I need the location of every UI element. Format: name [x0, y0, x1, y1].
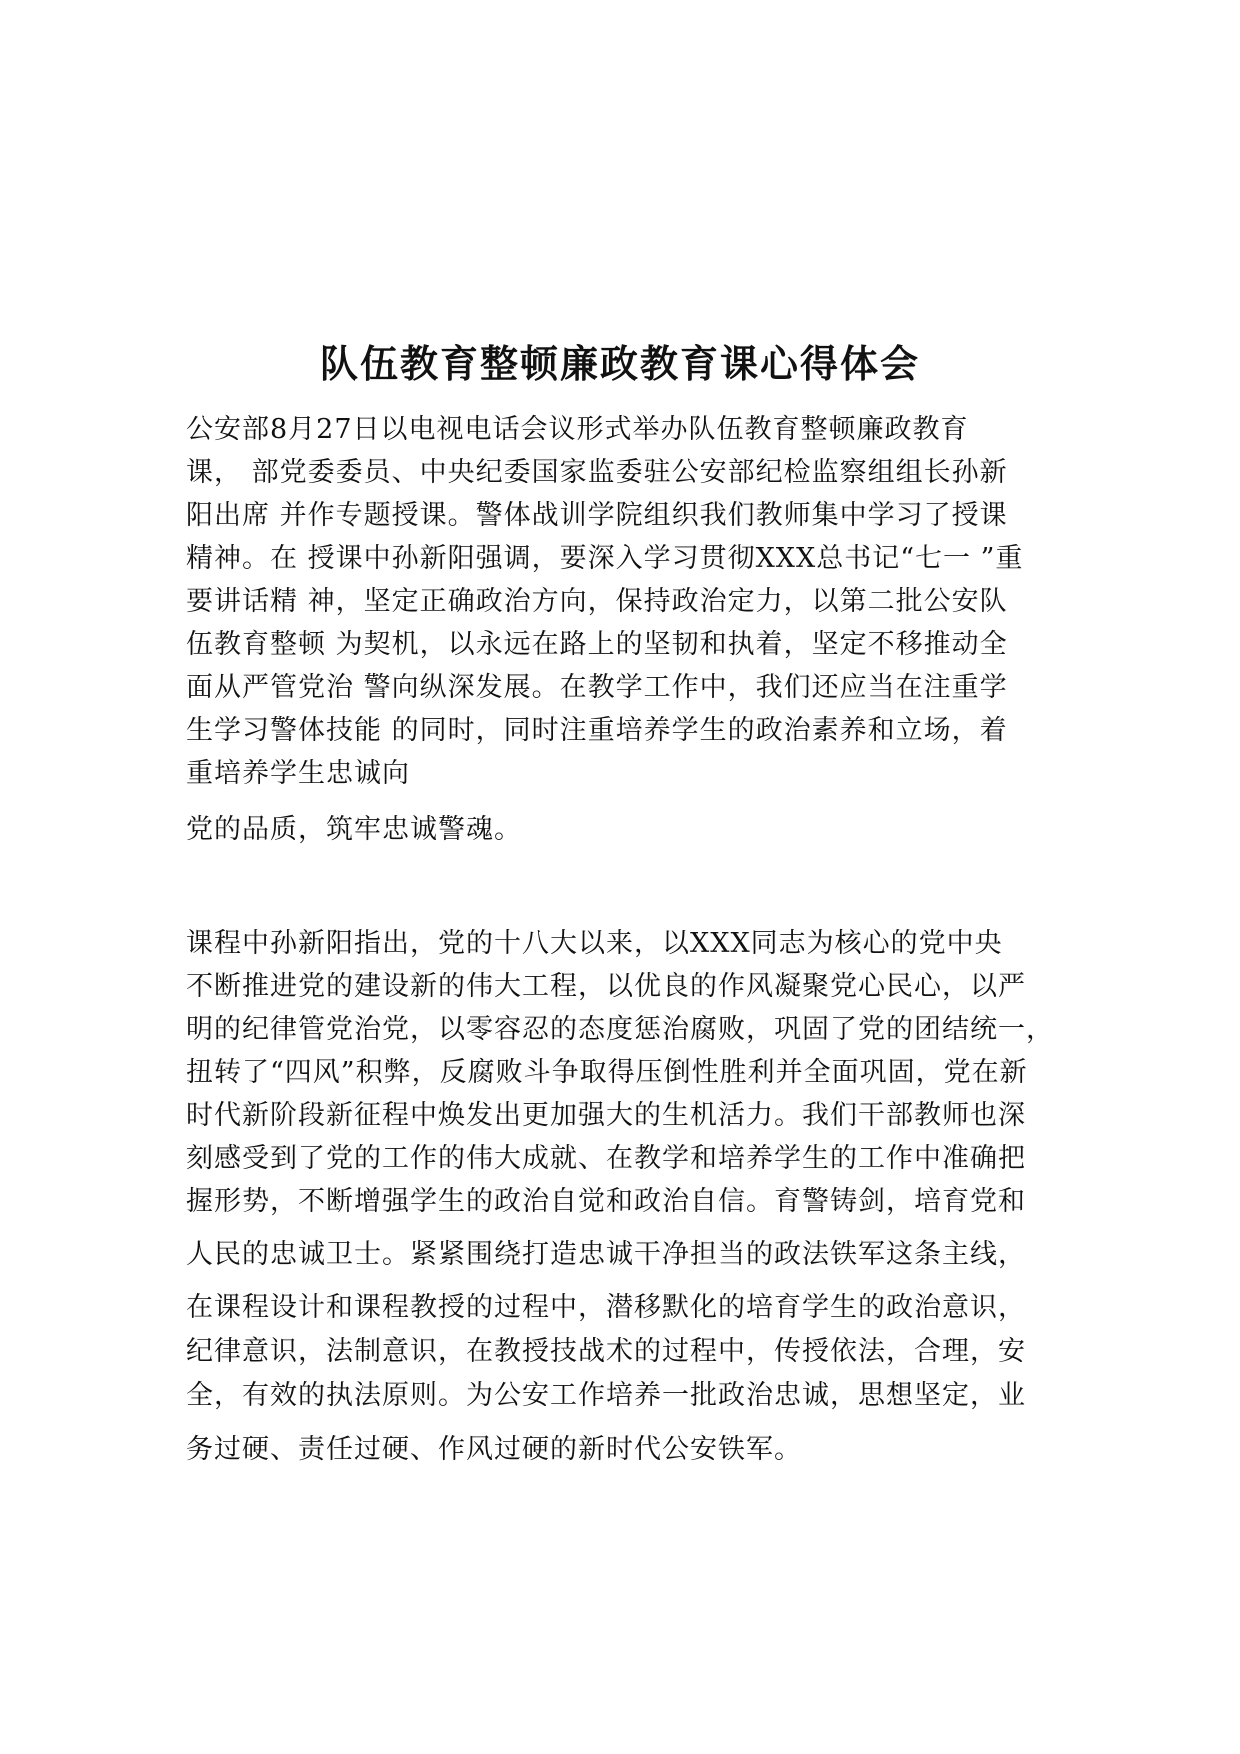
paragraph-1-line: 要讲话精 神，坚定正确政治方向，保持政治定力，以第二批公安队: [186, 586, 1008, 617]
paragraph-1-line: 生学习警体技能 的同时，同时注重培养学生的政治素养和立场，着: [186, 715, 1008, 746]
paragraph-2-line: 不断推进党的建设新的伟大工程，以优良的作风凝聚党心民心，以严: [186, 971, 1026, 1002]
paragraph-1-line: 面从严管党治 警向纵深发展。在教学工作中，我们还应当在注重学: [186, 672, 1008, 703]
paragraph-1-line: 伍教育整顿 为契机，以永远在路上的坚韧和执着，坚定不移推动全: [186, 629, 1008, 660]
paragraph-2-line: 课程中孙新阳指出，党的十八大以来，以XXX同志为核心的党中央: [186, 928, 1003, 959]
paragraph-2-line: 明的纪律管党治党，以零容忍的态度惩治腐败，巩固了党的团结统一，: [186, 1014, 1054, 1045]
paragraph-2-line: 纪律意识，法制意识，在教授技战术的过程中，传授依法，合理，安: [186, 1336, 1026, 1367]
paragraph-1-line: 精神。在 授课中孙新阳强调，要深入学习贯彻XXX总书记“七一 ”重: [186, 543, 1024, 574]
paragraph-2-line: 人民的忠诚卫士。紧紧围绕打造忠诚干净担当的政法铁军这条主线，: [186, 1239, 1026, 1270]
document-title: 队伍教育整顿廉政教育课心得体会: [319, 341, 920, 386]
paragraph-1-line: 重培养学生忠诚向: [186, 758, 410, 789]
paragraph-1-line: 党的品质，筑牢忠诚警魂。: [186, 814, 522, 845]
paragraph-2-line: 握形势，不断增强学生的政治自觉和政治自信。育警铸剑，培育党和: [186, 1186, 1026, 1217]
paragraph-2-line: 扭转了“四风”积弊，反腐败斗争取得压倒性胜利并全面巩固，党在新: [186, 1057, 1028, 1088]
paragraph-1-line: 课， 部党委委员、中央纪委国家监委驻公安部纪检监察组组长孙新: [186, 457, 1008, 488]
paragraph-1-line: 阳出席 并作专题授课。警体战训学院组织我们教师集中学习了授课: [186, 500, 1008, 531]
paragraph-2-line: 全，有效的执法原则。为公安工作培养一批政治忠诚，思想坚定，业: [186, 1380, 1026, 1411]
paragraph-2-line: 刻感受到了党的工作的伟大成就、在教学和培养学生的工作中准确把: [186, 1143, 1026, 1174]
paragraph-2-line: 在课程设计和课程教授的过程中，潜移默化的培育学生的政治意识，: [186, 1292, 1026, 1323]
paragraph-2-line: 时代新阶段新征程中焕发出更加强大的生机活力。我们干部教师也深: [186, 1100, 1026, 1131]
paragraph-1-line: 公安部8月27日以电视电话会议形式举办队伍教育整顿廉政教育: [186, 414, 969, 445]
paragraph-2-line: 务过硬、责任过硬、作风过硬的新时代公安铁军。: [186, 1434, 802, 1465]
